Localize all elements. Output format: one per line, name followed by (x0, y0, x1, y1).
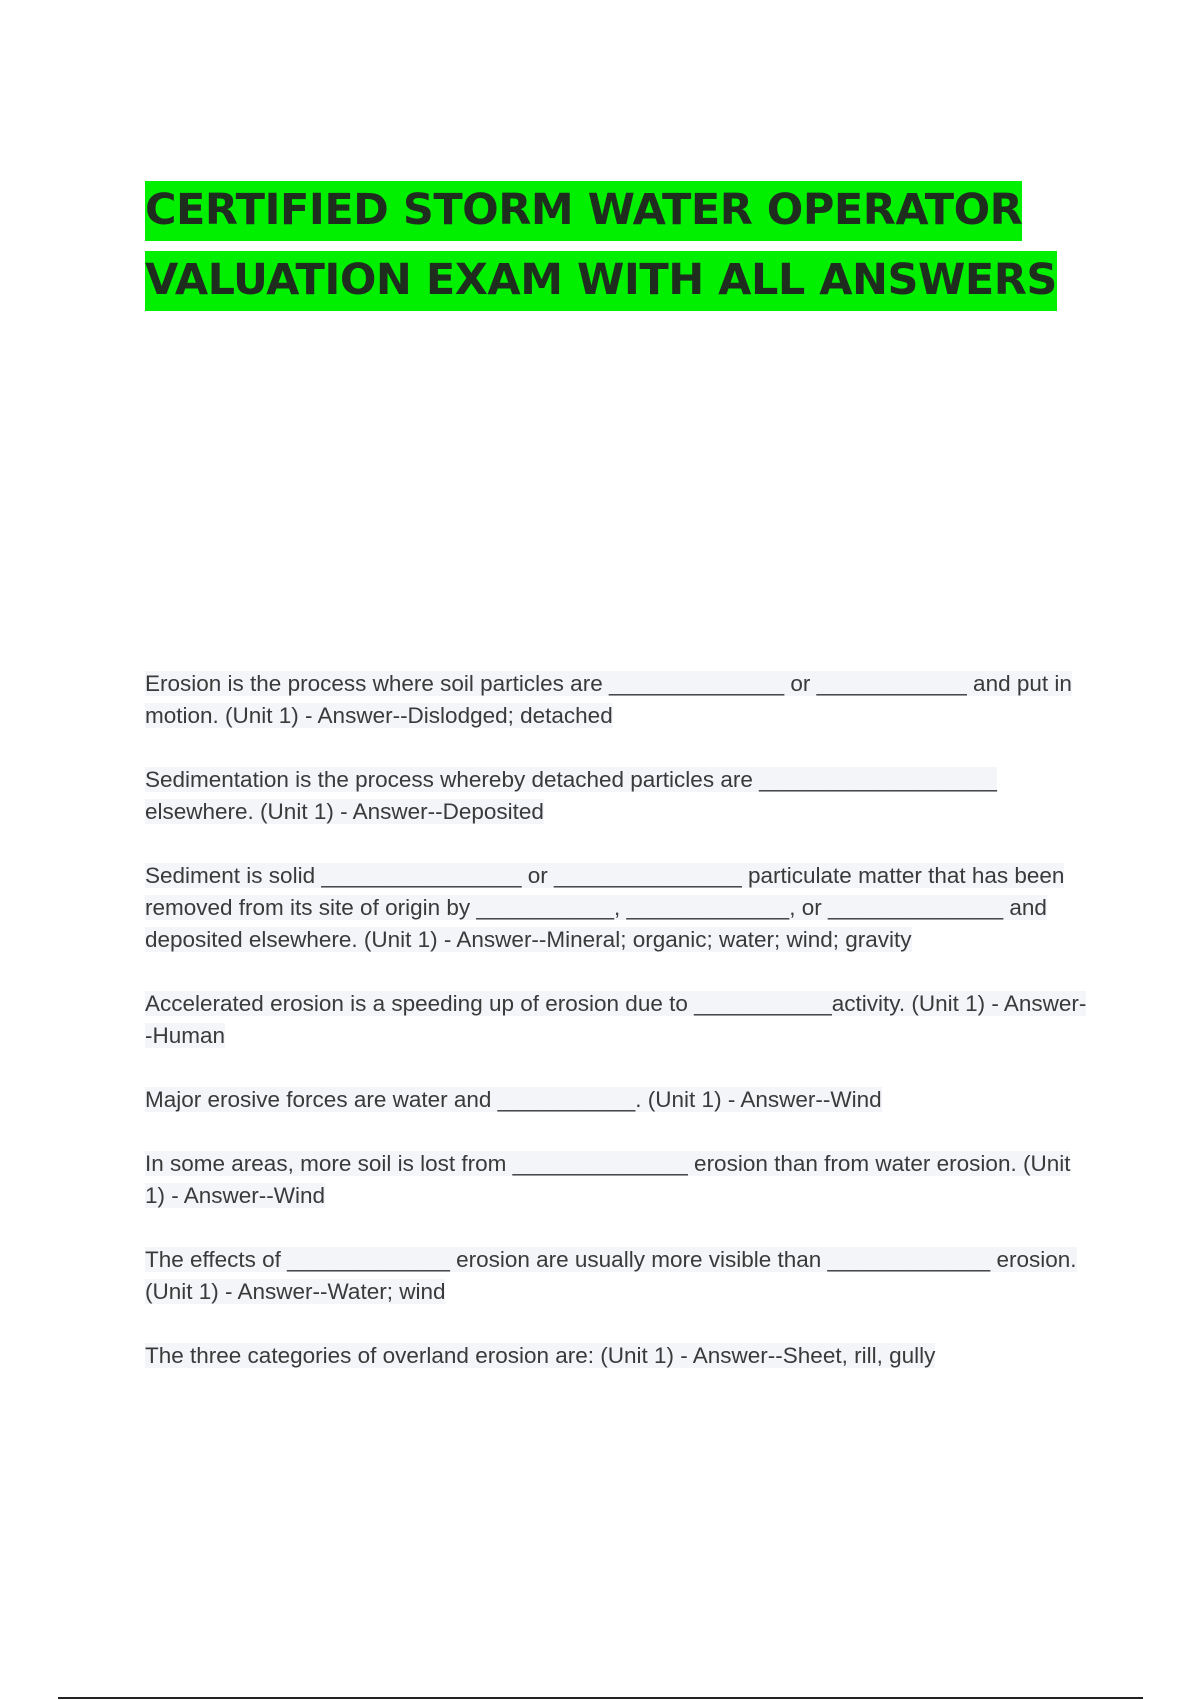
question-text: In some areas, more soil is lost from ______________ erosion than from water erosion. (Unit 1) - Answer--Wind (145, 1151, 1071, 1208)
question-item (145, 860, 1090, 956)
question-text: Accelerated erosion is a speeding up of erosion due to ___________activity. (Unit 1) - Answer--Human (145, 991, 1087, 1048)
question-text: Sediment is solid ________________ or _______________ particulate matter that has been removed from its site of origin by ___________, _____________, or ______________ and deposited elsewhere. (Unit 1) - Answer--Mineral; organic; water; wind; gravity (145, 863, 1065, 952)
question-item (145, 1244, 1090, 1308)
question-text: The effects of _____________ erosion are usually more visible than _____________ erosion. (Unit 1) - Answer--Water; wind (145, 1247, 1077, 1304)
question-text: Major erosive forces are water and ___________. (Unit 1) - Answer--Wind (145, 1087, 882, 1112)
title-line-1: CERTIFIED STORM WATER OPERATOR (145, 181, 1022, 241)
question-item (145, 988, 1090, 1052)
question-text: Sedimentation is the process whereby detached particles are ___________________ elsewhere. (Unit 1) - Answer--Deposited (145, 767, 997, 824)
question-list (145, 668, 1090, 1404)
page-title (145, 175, 1085, 315)
question-item (145, 1340, 1090, 1372)
footer-divider (58, 1697, 1143, 1699)
question-text: The three categories of overland erosion are: (Unit 1) - Answer--Sheet, rill, gully (145, 1343, 936, 1368)
question-item (145, 1084, 1090, 1116)
question-item (145, 1148, 1090, 1212)
question-text: Erosion is the process where soil particles are ______________ or ____________ and put in motion. (Unit 1) - Answer--Dislodged; detached (145, 671, 1072, 728)
question-item (145, 668, 1090, 732)
title-line-2: VALUATION EXAM WITH ALL ANSWERS (145, 251, 1057, 311)
question-item (145, 764, 1090, 828)
